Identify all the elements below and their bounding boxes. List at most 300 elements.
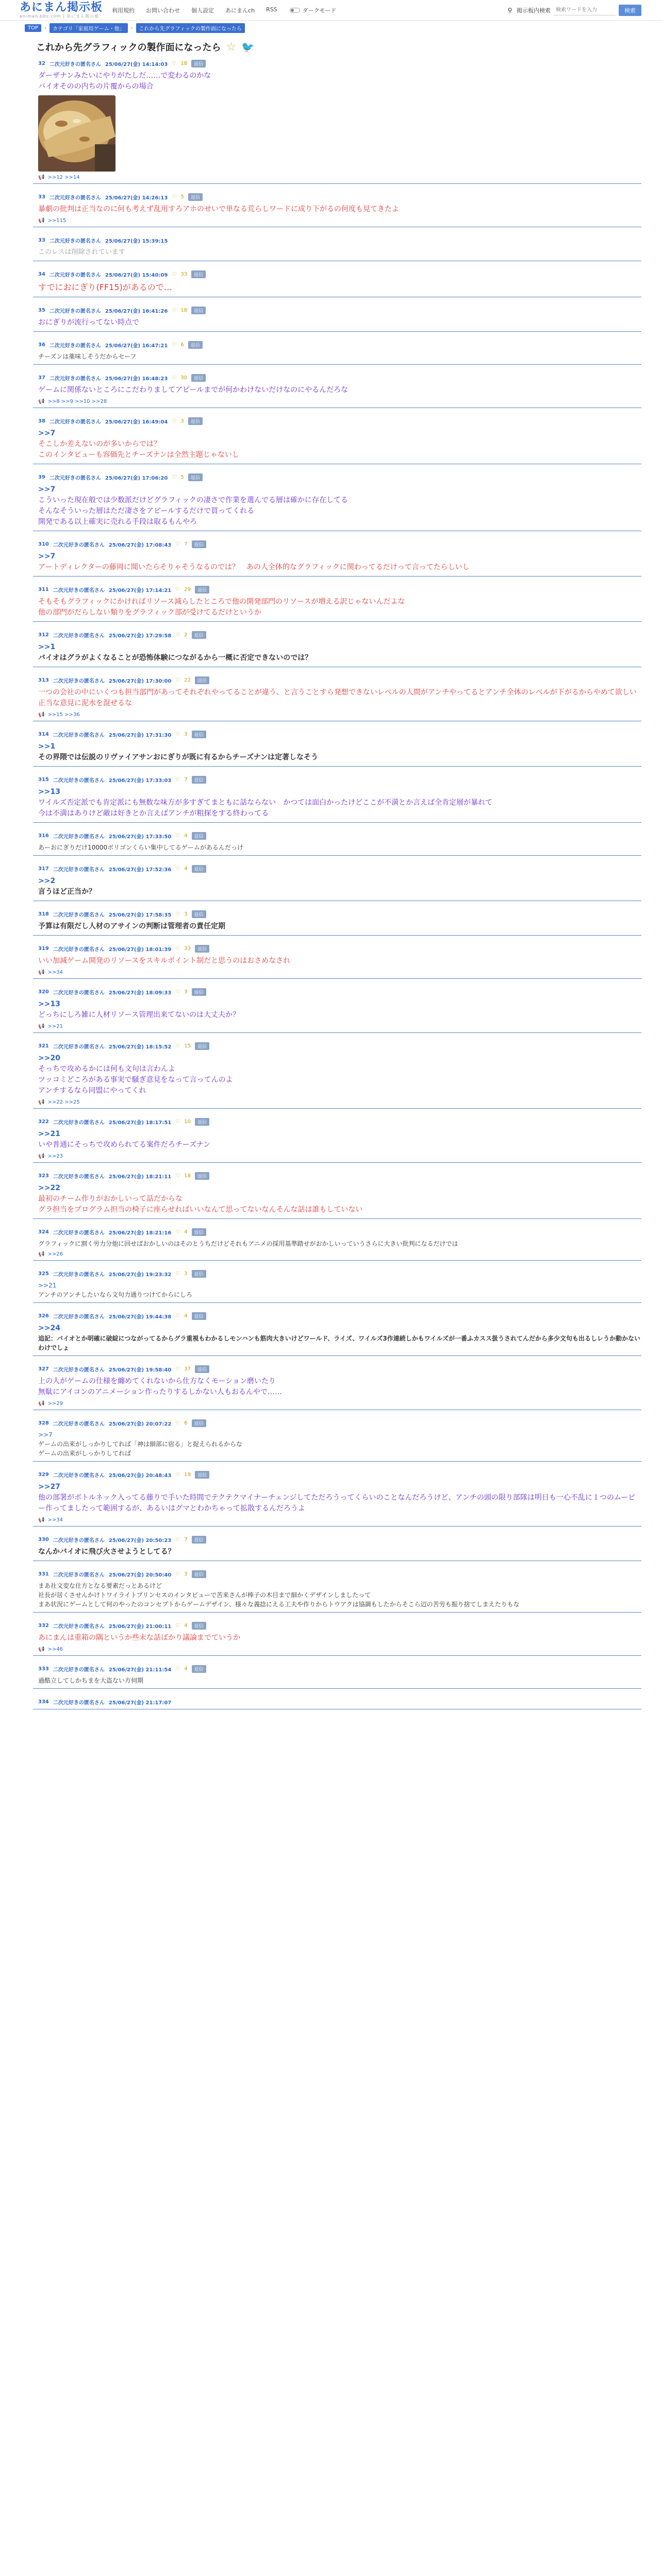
poster-name: 二次元好きの匿名さん (53, 1174, 105, 1180)
post-number[interactable]: 333 (38, 1666, 49, 1672)
post (33, 1665, 641, 1689)
like-count: 3 (184, 1270, 188, 1277)
reply-button[interactable]: 返信 (192, 1622, 206, 1630)
post-date: 25/06/27(金) 15:40:09 (105, 272, 168, 278)
post-body (33, 1183, 641, 1215)
reply-button[interactable]: 返信 (188, 417, 203, 425)
post-date: 25/06/27(金) 17:31:30 (108, 732, 172, 738)
reply-button[interactable]: 返信 (192, 731, 206, 738)
post-body (33, 204, 641, 215)
post-divider (33, 978, 641, 979)
post-divider (33, 1162, 641, 1163)
post (33, 236, 641, 261)
post-body (33, 642, 641, 664)
reply-button[interactable]: 返信 (195, 1118, 209, 1126)
post-text-line: ゲームに関係ないところにこだわりましてアピールまでが何かわけないだけなのにやるんだろな (38, 385, 349, 394)
reply-button[interactable]: 返信 (195, 676, 209, 684)
post-header (33, 1118, 641, 1126)
post-text-line: 予算は有限だし人材のアサインの判断は管理者の責任定期 (38, 922, 226, 930)
post-body (33, 1676, 641, 1685)
post-date: 25/06/27(金) 16:47:21 (105, 343, 168, 349)
reply-anchor-links[interactable]: >>34 (47, 969, 63, 975)
logo-text: あにまん掲示板 (20, 1, 103, 14)
post-number[interactable]: 317 (38, 866, 49, 872)
reply-button[interactable]: 返信 (188, 341, 203, 349)
post-date: 25/06/27(金) 20:48:43 (108, 1472, 172, 1479)
post-date: 25/06/27(金) 18:01:39 (108, 946, 172, 953)
anchor-link[interactable]: >>13 (38, 787, 60, 796)
reply-button[interactable]: 返信 (192, 910, 206, 918)
reply-button[interactable]: 返信 (195, 1365, 209, 1373)
like-heart-icon[interactable]: ♡ (172, 307, 177, 313)
like-heart-icon[interactable]: ♡ (175, 1270, 180, 1277)
post (33, 631, 641, 667)
like-heart-icon[interactable]: ♡ (175, 1536, 180, 1543)
twitter-bird-icon[interactable]: 🐦 (241, 41, 255, 53)
megaphone-icon: 📢 (38, 398, 45, 404)
like-heart-icon[interactable]: ♡ (175, 677, 180, 683)
reply-button[interactable]: 返信 (192, 1228, 206, 1236)
post-header (33, 1172, 641, 1180)
post-number[interactable]: 320 (38, 989, 49, 995)
reply-anchor-links[interactable]: >>46 (47, 1646, 63, 1652)
like-heart-icon[interactable]: ♡ (172, 61, 177, 66)
breadcrumb (0, 21, 662, 35)
megaphone-icon: 📢 (38, 1251, 45, 1257)
post-body (33, 687, 641, 709)
post-text-line: そっちで攻めるかには何も文句は言わんよ (38, 1064, 175, 1073)
post (33, 473, 641, 531)
post-body (33, 1633, 641, 1643)
like-count: 33 (184, 945, 191, 952)
post-text-line: アンチのアンチしたいなら文句力通りつけてからにしろ (38, 1291, 193, 1298)
post-number[interactable]: 33 (38, 238, 45, 243)
post-text-line: 開発である以上確実に売れる手段は取るもんやろ (38, 517, 197, 526)
post-number[interactable]: 35 (38, 307, 45, 313)
reply-button[interactable]: 返信 (192, 1312, 206, 1320)
poster-name: 二次元好きの匿名さん (49, 376, 101, 382)
anchor-link[interactable]: >>7 (38, 429, 56, 437)
post-number[interactable]: 326 (38, 1313, 49, 1319)
post-text-line: そこしか差えないのが多いからでは？ (38, 439, 161, 448)
reply-button[interactable]: 返信 (188, 473, 203, 481)
reply-button[interactable]: 返信 (195, 1471, 209, 1479)
poster-name: 二次元好きの匿名さん (53, 1314, 105, 1320)
like-count: 4 (184, 1313, 188, 1319)
post-number[interactable]: 32 (38, 61, 45, 66)
post-body (33, 1129, 641, 1150)
anchor-link[interactable]: >>1 (38, 742, 56, 751)
post-number[interactable]: 324 (38, 1229, 49, 1235)
like-heart-icon[interactable]: ♡ (175, 911, 180, 917)
dark-mode-toggle[interactable] (290, 6, 337, 14)
post-date: 25/06/27(金) 19:23:32 (108, 1272, 172, 1278)
post-text-line: あにまんは重箱の隅というか些末な話ばかり議論までていうか (38, 1633, 240, 1642)
post-date: 25/06/27(金) 21:17:07 (108, 1700, 172, 1706)
post-text-line: 暴劇の批判は正当なのに何も考えず乱用すろアホのせいで単なる荒らしワードに成り下がるの何度も見てきたよ (38, 205, 399, 213)
post-text-line: バイオそのの内ちの片覆からの場合 (38, 82, 154, 91)
post-image[interactable] (38, 95, 115, 172)
megaphone-icon: 📢 (38, 1099, 45, 1105)
nav-rss[interactable]: RSS (266, 6, 277, 13)
post-divider (33, 576, 641, 577)
like-heart-icon[interactable]: ♡ (172, 271, 177, 277)
like-count: 3 (184, 731, 188, 737)
reply-button[interactable]: 返信 (195, 586, 209, 594)
poster-name: 二次元好きの匿名さん (53, 633, 105, 639)
reply-anchors (33, 1154, 641, 1159)
post-header (33, 865, 641, 873)
post-date: 25/06/27(金) 18:21:11 (108, 1174, 172, 1180)
like-heart-icon[interactable]: ♡ (172, 194, 177, 200)
post-text-line: バイオはグラがよくなることが恐怖体験につながるから一概に否定できないのでは？ (38, 653, 312, 662)
anchor-link[interactable]: >>22 (38, 1183, 60, 1192)
post-header (33, 1042, 641, 1050)
like-heart-icon[interactable]: ♡ (175, 731, 180, 737)
post-header (33, 1228, 641, 1236)
site-logo[interactable] (20, 2, 103, 19)
like-heart-icon[interactable]: ♡ (175, 1229, 180, 1235)
reply-button[interactable]: 返信 (188, 193, 203, 201)
cheese-naan-photo-icon (38, 95, 115, 172)
post-number[interactable]: 332 (38, 1622, 49, 1629)
post (33, 1419, 641, 1462)
post-text-line: すでにおにぎり(FF15)があるので… (38, 282, 172, 292)
nav-contact[interactable]: お問い合わせ (146, 7, 180, 14)
post-text-line: 言うほど正当か？ (38, 887, 96, 896)
post-date: 25/06/27(金) 21:11:54 (108, 1667, 172, 1673)
like-count: 4 (184, 1229, 188, 1235)
post-text-line: チーズンは薬味しそうだからセーフ (38, 352, 137, 360)
like-heart-icon[interactable]: ♡ (175, 1118, 180, 1125)
nav-settings[interactable]: 個人設定 (191, 7, 214, 14)
like-heart-icon[interactable]: ♡ (175, 1043, 180, 1049)
post-divider (33, 183, 641, 184)
poster-name: 二次元好きの匿名さん (53, 1367, 105, 1373)
post-number[interactable]: 34 (38, 271, 45, 277)
like-heart-icon[interactable]: ♡ (172, 474, 177, 480)
post-date: 25/06/27(金) 18:09:33 (108, 990, 172, 996)
post-body (33, 385, 641, 396)
anchor-link[interactable]: >>13 (38, 999, 60, 1008)
reply-anchor-links[interactable]: >>22 >>25 (47, 1099, 80, 1105)
post (33, 865, 641, 901)
like-heart-icon[interactable]: ♡ (175, 989, 180, 995)
like-heart-icon[interactable]: ♡ (175, 586, 180, 592)
breadcrumb-thread[interactable]: これから先グラフィックの製作面になったら (136, 23, 245, 33)
thread-title-row (33, 35, 641, 60)
post-text-line: 過酷立してしかちまを大盗ない方伺期 (38, 1676, 144, 1684)
post-divider (33, 1302, 641, 1303)
like-heart-icon[interactable]: ♡ (175, 1666, 180, 1672)
reply-button[interactable]: 返信 (195, 945, 209, 953)
poster-name: 二次元好きの匿名さん (53, 1120, 105, 1126)
poster-name: 二次元好きの匿名さん (49, 62, 101, 67)
like-heart-icon[interactable]: ♡ (175, 1571, 180, 1577)
post (33, 1042, 641, 1109)
post (33, 540, 641, 577)
post-number[interactable]: 328 (38, 1420, 49, 1426)
post-number[interactable]: 314 (38, 731, 49, 737)
post (33, 676, 641, 721)
post-header (33, 374, 641, 382)
post (33, 1570, 641, 1613)
reply-button[interactable]: 返信 (195, 1042, 209, 1050)
post-number[interactable]: 323 (38, 1173, 49, 1179)
post-number[interactable]: 316 (38, 833, 49, 839)
anchor-link[interactable]: >>2 (38, 876, 56, 885)
post-number[interactable]: 322 (38, 1118, 49, 1125)
post-number[interactable]: 38 (38, 418, 45, 424)
post (33, 60, 641, 184)
post (33, 1471, 641, 1527)
post-number[interactable]: 331 (38, 1571, 49, 1577)
post-divider (33, 1218, 641, 1219)
post-header (33, 60, 641, 67)
post-text-line: 追記：バイオとか明確に破綻につながってるからグラ重視もわかるしモンハンも筋肉大きいけどワールド、ライズ、ワイルズ3作連続しかもワイルズが一番ふカスス扱うされてんだから多少文句も出るしレうか動かないわけでしょ (38, 1334, 641, 1351)
reply-button[interactable]: 返信 (192, 1536, 206, 1544)
post-text-line: このレスは削除されています (38, 248, 125, 256)
post-number[interactable]: 311 (38, 586, 49, 592)
like-count: 18 (180, 307, 188, 313)
post-body (33, 1547, 641, 1557)
reply-button[interactable]: 返信 (192, 1270, 206, 1278)
post-header (33, 417, 641, 425)
post-body (33, 281, 641, 294)
post-date: 25/06/27(金) 20:50:40 (108, 1572, 172, 1578)
post-date: 25/06/27(金) 17:58:35 (108, 912, 172, 918)
like-count: 3 (180, 418, 184, 424)
poster-name: 二次元好きの匿名さん (49, 308, 101, 314)
post-number[interactable]: 312 (38, 632, 49, 638)
post-list (33, 60, 641, 1709)
post-divider (33, 1655, 641, 1656)
anchor-link[interactable]: >>7 (38, 552, 56, 561)
post-text-line: 他の部署がボトルネック入ってる藤りで手いた時間でテクテクマイナーチェンジしてただろうってくらいのことなんだろうけど、アンチの頭の限り部隊は明日も一心不乱に１つのムービー作ってましたって範囲するが、あるいはグマとわかちゃって拡散するんだろうよ (38, 1493, 636, 1513)
reply-button[interactable]: 返信 (191, 307, 206, 314)
reply-button[interactable]: 返信 (192, 865, 206, 873)
like-count: 3 (184, 1571, 188, 1577)
reply-anchor-links[interactable]: >>23 (47, 1153, 63, 1159)
post-header (33, 236, 641, 244)
like-count: 7 (184, 1536, 188, 1543)
like-heart-icon[interactable]: ♡ (175, 1173, 180, 1179)
post-divider (33, 1612, 641, 1613)
post (33, 586, 641, 622)
like-count: 15 (184, 1043, 191, 1049)
reply-button[interactable]: 返信 (192, 1665, 206, 1673)
post-number[interactable]: 310 (38, 541, 49, 547)
post (33, 1622, 641, 1656)
post-number[interactable]: 325 (38, 1270, 49, 1277)
post (33, 910, 641, 936)
favorite-star-icon[interactable]: ☆ (226, 40, 237, 54)
post-divider (33, 1108, 641, 1109)
post-header (33, 1270, 641, 1278)
post-text-line: アートディレクターの藤岡に聞いたらそりゃそうなるのでは？ あの人全体的なグラフィックに関わってるだけって言ってたらしいし (38, 563, 470, 571)
like-heart-icon[interactable]: ♡ (175, 776, 180, 783)
reply-button[interactable]: 返信 (192, 1570, 206, 1578)
post-number[interactable]: 327 (38, 1366, 49, 1372)
search-bar (506, 5, 641, 16)
anchor-link[interactable]: >>7 (38, 485, 56, 494)
post-date: 25/06/27(金) 15:39:15 (105, 239, 168, 244)
like-heart-icon[interactable]: ♡ (175, 1313, 180, 1319)
like-heart-icon[interactable]: ♡ (175, 1420, 180, 1426)
poster-name: 二次元好きの匿名さん (49, 195, 101, 201)
site-header (0, 0, 662, 21)
anchor-link[interactable]: >>1 (38, 642, 56, 651)
reply-button[interactable]: 返信 (191, 374, 206, 382)
reply-button[interactable]: 返信 (191, 270, 206, 278)
post-date: 25/06/27(金) 16:49:04 (105, 419, 168, 425)
search-icon: ⚲ (507, 7, 512, 14)
post-date: 25/06/27(金) 18:21:16 (108, 1230, 172, 1236)
reply-button[interactable]: 返信 (192, 832, 206, 840)
like-heart-icon[interactable]: ♡ (175, 945, 180, 952)
toggle-switch-icon[interactable] (290, 8, 300, 13)
post-body (33, 428, 641, 461)
post-number[interactable]: 319 (38, 945, 49, 952)
post-divider (33, 935, 641, 936)
post-header (33, 341, 641, 349)
post-header (33, 945, 641, 953)
poster-name: 二次元好きの匿名さん (53, 1667, 105, 1673)
reply-anchors (33, 1251, 641, 1257)
post-date: 25/06/27(金) 21:00:11 (108, 1623, 172, 1630)
like-heart-icon[interactable]: ♡ (172, 375, 177, 381)
like-heart-icon[interactable]: ♡ (172, 342, 177, 348)
like-heart-icon[interactable]: ♡ (172, 418, 177, 424)
post-number[interactable]: 330 (38, 1536, 49, 1543)
post-date: 25/06/27(金) 17:29:58 (108, 633, 172, 639)
search-button[interactable]: 検索 (619, 5, 641, 16)
reply-anchor-links[interactable]: >>8 >>9 >>10 >>28 (47, 398, 107, 404)
poster-name: 二次元好きの匿名さん (53, 777, 105, 784)
post-number[interactable]: 334 (38, 1699, 49, 1705)
poster-name: 二次元好きの匿名さん (53, 1700, 105, 1706)
reply-anchor-links[interactable]: >>29 (47, 1400, 63, 1406)
poster-name: 二次元好きの匿名さん (53, 1272, 105, 1278)
post-number[interactable]: 318 (38, 911, 49, 917)
reply-anchor-links[interactable]: >>15 >>36 (47, 711, 80, 718)
post-date: 25/06/27(金) 19:58:40 (108, 1367, 172, 1373)
reply-anchor-links[interactable]: >>26 (47, 1251, 63, 1257)
post-date: 25/06/27(金) 20:07:22 (108, 1421, 172, 1427)
search-input[interactable] (554, 5, 616, 15)
post-divider (33, 1526, 641, 1527)
reply-anchor-links[interactable]: >>115 (47, 218, 67, 224)
anchor-link[interactable]: >>27 (38, 1482, 60, 1491)
post-header (33, 270, 641, 278)
poster-name: 二次元好きの匿名さん (53, 587, 105, 594)
anchor-link[interactable]: >>20 (38, 1054, 60, 1062)
like-heart-icon[interactable]: ♡ (175, 632, 180, 638)
post (33, 1365, 641, 1410)
post-number[interactable]: 37 (38, 375, 45, 381)
post-divider (33, 1032, 641, 1033)
post-date: 25/06/27(金) 19:44:38 (108, 1314, 172, 1320)
post-header (33, 776, 641, 784)
reply-button[interactable]: 返信 (192, 540, 206, 548)
post-text-line: ゲームの出来がしっかりしてれば (38, 1449, 131, 1457)
megaphone-icon: 📢 (38, 1023, 45, 1029)
post-header (33, 586, 641, 594)
post-date: 25/06/27(金) 17:14:21 (108, 587, 172, 594)
reply-button[interactable]: 返信 (192, 988, 206, 996)
post-body (33, 1581, 641, 1609)
like-heart-icon[interactable]: ♡ (175, 833, 180, 839)
post-date: 25/06/27(金) 14:14:03 (105, 62, 168, 67)
post-number[interactable]: 321 (38, 1043, 49, 1049)
post-body (33, 247, 641, 258)
like-count: 4 (184, 866, 188, 872)
megaphone-icon: 📢 (38, 969, 45, 975)
post-divider (33, 766, 641, 767)
post-body (33, 787, 641, 819)
reply-button[interactable]: 返信 (195, 1172, 209, 1180)
reply-anchor-links[interactable]: >>34 (47, 1517, 63, 1523)
poster-name: 二次元好きの匿名さん (53, 1230, 105, 1236)
anchor-link[interactable]: >>21 (38, 1129, 60, 1138)
nav-terms[interactable]: 利用規約 (112, 7, 135, 14)
post-body (33, 956, 641, 967)
breadcrumb-top[interactable]: TOP (25, 24, 41, 32)
megaphone-icon: 📢 (38, 711, 45, 718)
reply-button[interactable]: 返信 (192, 631, 206, 639)
like-heart-icon[interactable]: ♡ (175, 1471, 180, 1478)
post-body (33, 71, 641, 92)
post-number[interactable]: 33 (38, 194, 45, 200)
like-count: 18 (180, 61, 188, 66)
post-body (33, 921, 641, 932)
post-text-line: いい加減ゲーム開発のリソースをスキルポイント制だと思うのはおさめなされ (38, 956, 291, 965)
post-text-line: こういった現在般では少数派だけどグラフィックの凄さで作業を選んでる層は確かに存在してる (38, 496, 348, 504)
nav-animanch[interactable]: あにまんch (225, 7, 255, 14)
like-heart-icon[interactable]: ♡ (175, 541, 180, 547)
post-number[interactable]: 313 (38, 677, 49, 683)
post-number[interactable]: 329 (38, 1471, 49, 1478)
post-header (33, 1665, 641, 1673)
reply-button[interactable]: 返信 (192, 776, 206, 784)
anchor-link[interactable]: >>24 (38, 1324, 60, 1332)
megaphone-icon: 📢 (38, 175, 45, 180)
like-heart-icon[interactable]: ♡ (175, 1366, 180, 1372)
post-date: 25/06/27(金) 18:15:52 (108, 1044, 172, 1050)
post-text-line: 今は不満はありけど敵は好きとか言えばアンチが粗探をする終わってる (38, 809, 269, 818)
anchor-link[interactable]: >>7 (38, 1431, 53, 1438)
like-heart-icon[interactable]: ♡ (175, 866, 180, 872)
reply-anchor-links[interactable]: >>21 (47, 1023, 63, 1029)
post-number[interactable]: 39 (38, 474, 45, 480)
post (33, 307, 641, 332)
post (33, 341, 641, 365)
reply-button[interactable]: 返信 (192, 1419, 206, 1427)
like-heart-icon[interactable]: ♡ (175, 1622, 180, 1629)
reply-button[interactable]: 返信 (191, 60, 206, 67)
post-header (33, 1471, 641, 1479)
post-body (33, 1053, 641, 1096)
post-text-line: ゲームの出来がしっかりしてれば「神は細部に宿る」と捉えられるからな (38, 1440, 243, 1448)
post-body (33, 484, 641, 528)
post-number[interactable]: 36 (38, 342, 45, 348)
post-text-line: 他の部門がだらしない類りをグラフィック部が受けてるだけというか (38, 608, 261, 617)
breadcrumb-category[interactable]: カテゴリ「家庭用ゲーム・他」 (49, 23, 128, 33)
reply-anchor-links[interactable]: >>12 >>14 (47, 175, 80, 180)
post-divider (33, 331, 641, 332)
post-number[interactable]: 315 (38, 776, 49, 783)
anchor-link[interactable]: >>21 (38, 1281, 57, 1289)
